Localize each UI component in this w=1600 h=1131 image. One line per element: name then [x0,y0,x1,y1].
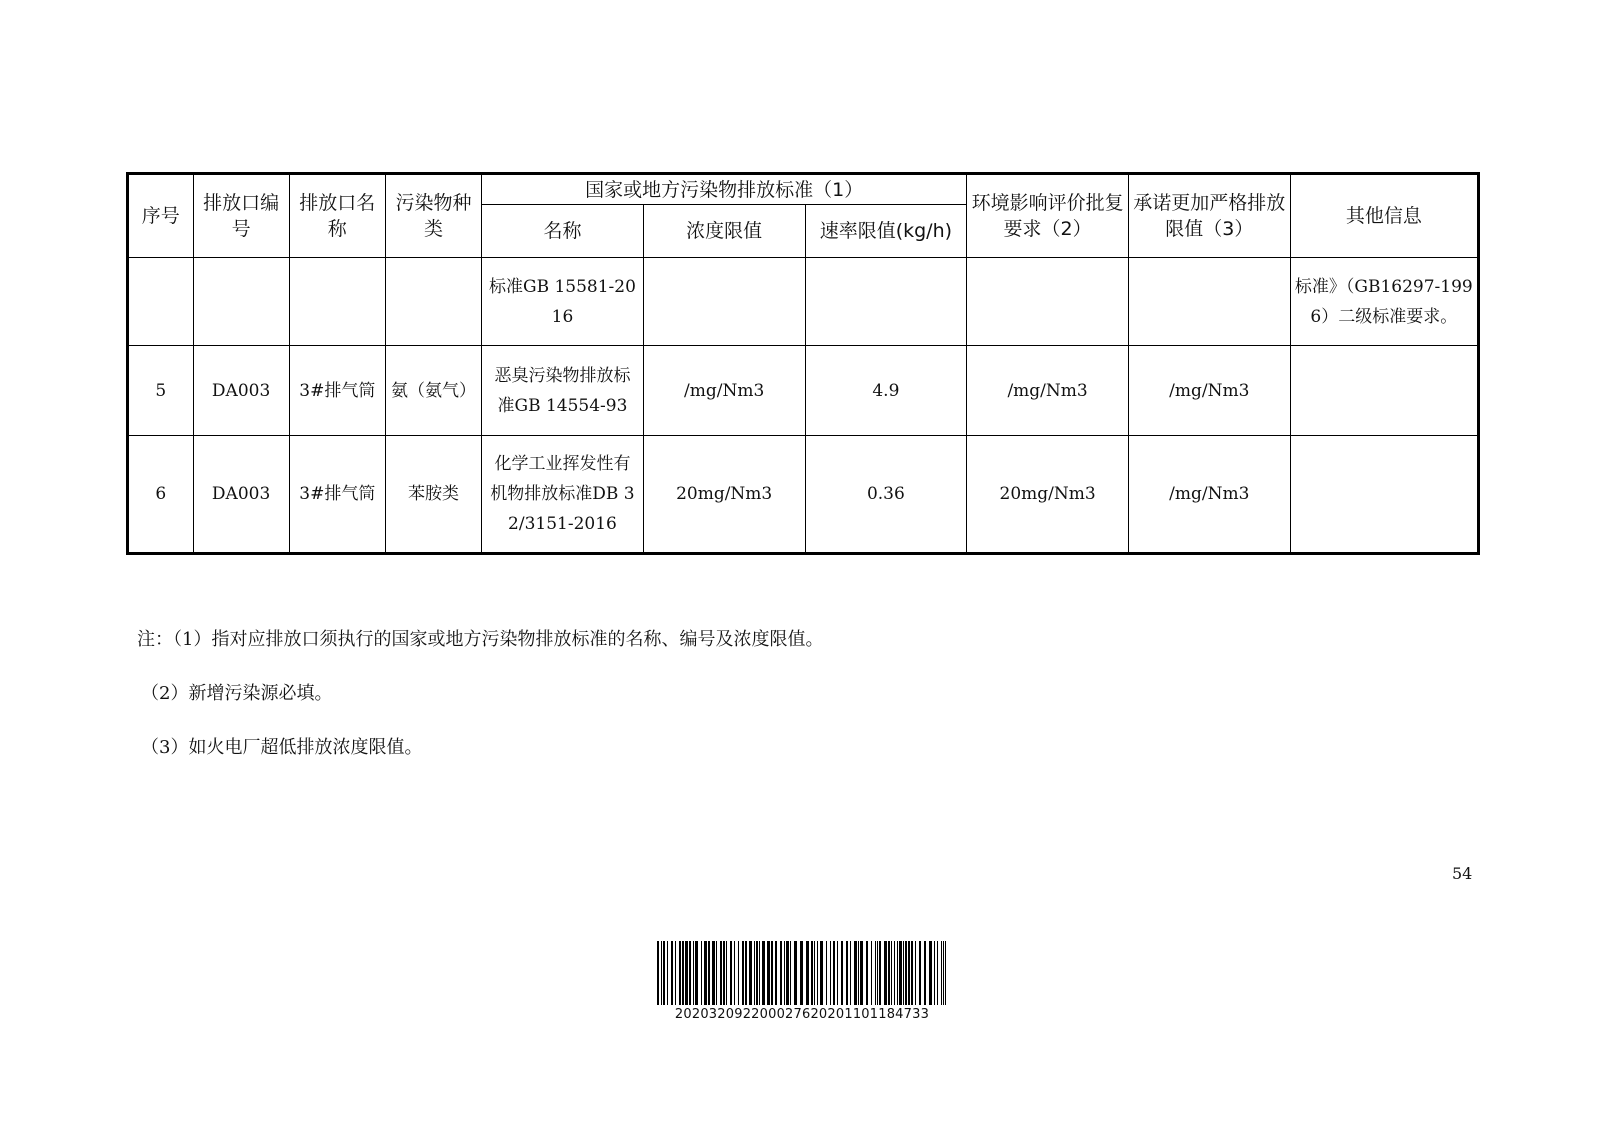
cell-eia [967,258,1129,346]
cell-std-name: 恶臭污染物排放标准GB 14554-93 [482,346,644,436]
cell-concentration [643,258,805,346]
header-outlet-name: 排放口名称 [289,174,385,258]
header-outlet-code: 排放口编号 [193,174,289,258]
header-committed-limit: 承诺更加严格排放限值（3） [1128,174,1290,258]
cell-std-name: 化学工业挥发性有机物排放标准DB 32/3151-2016 [482,436,644,554]
cell-other [1290,436,1478,554]
cell-outlet-code [193,258,289,346]
cell-pollutant [385,258,481,346]
cell-committed: /mg/Nm3 [1128,346,1290,436]
pollutant-standards-table [126,172,1480,555]
cell-eia: 20mg/Nm3 [967,436,1129,554]
cell-rate: 0.36 [805,436,967,554]
cell-outlet-name [289,258,385,346]
cell-outlet-name: 3#排气筒 [289,436,385,554]
cell-other [1290,346,1478,436]
barcode-icon [657,941,947,1005]
header-pollutant-type: 污染物种类 [385,174,481,258]
cell-pollutant: 苯胺类 [385,436,481,554]
table-row [128,346,1479,436]
note-1: 注：（1）指对应排放口须执行的国家或地方污染物排放标准的名称、编号及浓度限值。 [137,629,824,650]
cell-rate: 4.9 [805,346,967,436]
cell-std-name: 标准GB 15581-2016 [482,258,644,346]
cell-outlet-code: DA003 [193,436,289,554]
header-rate-limit: 速率限值(kg/h) [805,205,967,258]
note-2: （2）新增污染源必填。 [141,683,333,704]
header-seq: 序号 [128,174,194,258]
cell-outlet-code: DA003 [193,346,289,436]
header-concentration-limit: 浓度限值 [643,205,805,258]
page-number: 54 [1452,864,1473,883]
cell-rate [805,258,967,346]
cell-other: 标准》（GB16297-1996）二级标准要求。 [1290,258,1478,346]
table-row [128,258,1479,346]
table-row [128,436,1479,554]
cell-eia: /mg/Nm3 [967,346,1129,436]
note-3: （3）如火电厂超低排放浓度限值。 [141,737,423,758]
notes-section [137,625,823,787]
cell-concentration: /mg/Nm3 [643,346,805,436]
cell-committed [1128,258,1290,346]
cell-committed: /mg/Nm3 [1128,436,1290,554]
header-eia-requirement: 环境影响评价批复要求（2） [967,174,1129,258]
barcode-number: 20203209220002762020110118473​3 [674,1007,930,1022]
cell-outlet-name: 3#排气筒 [289,346,385,436]
header-other-info: 其他信息 [1290,174,1478,258]
cell-concentration: 20mg/Nm3 [643,436,805,554]
cell-seq [128,258,194,346]
cell-seq: 5 [128,346,194,436]
cell-pollutant: 氨（氨气） [385,346,481,436]
cell-seq: 6 [128,436,194,554]
header-std-name: 名称 [482,205,644,258]
header-standard-group: 国家或地方污染物排放标准（1） [482,174,967,205]
